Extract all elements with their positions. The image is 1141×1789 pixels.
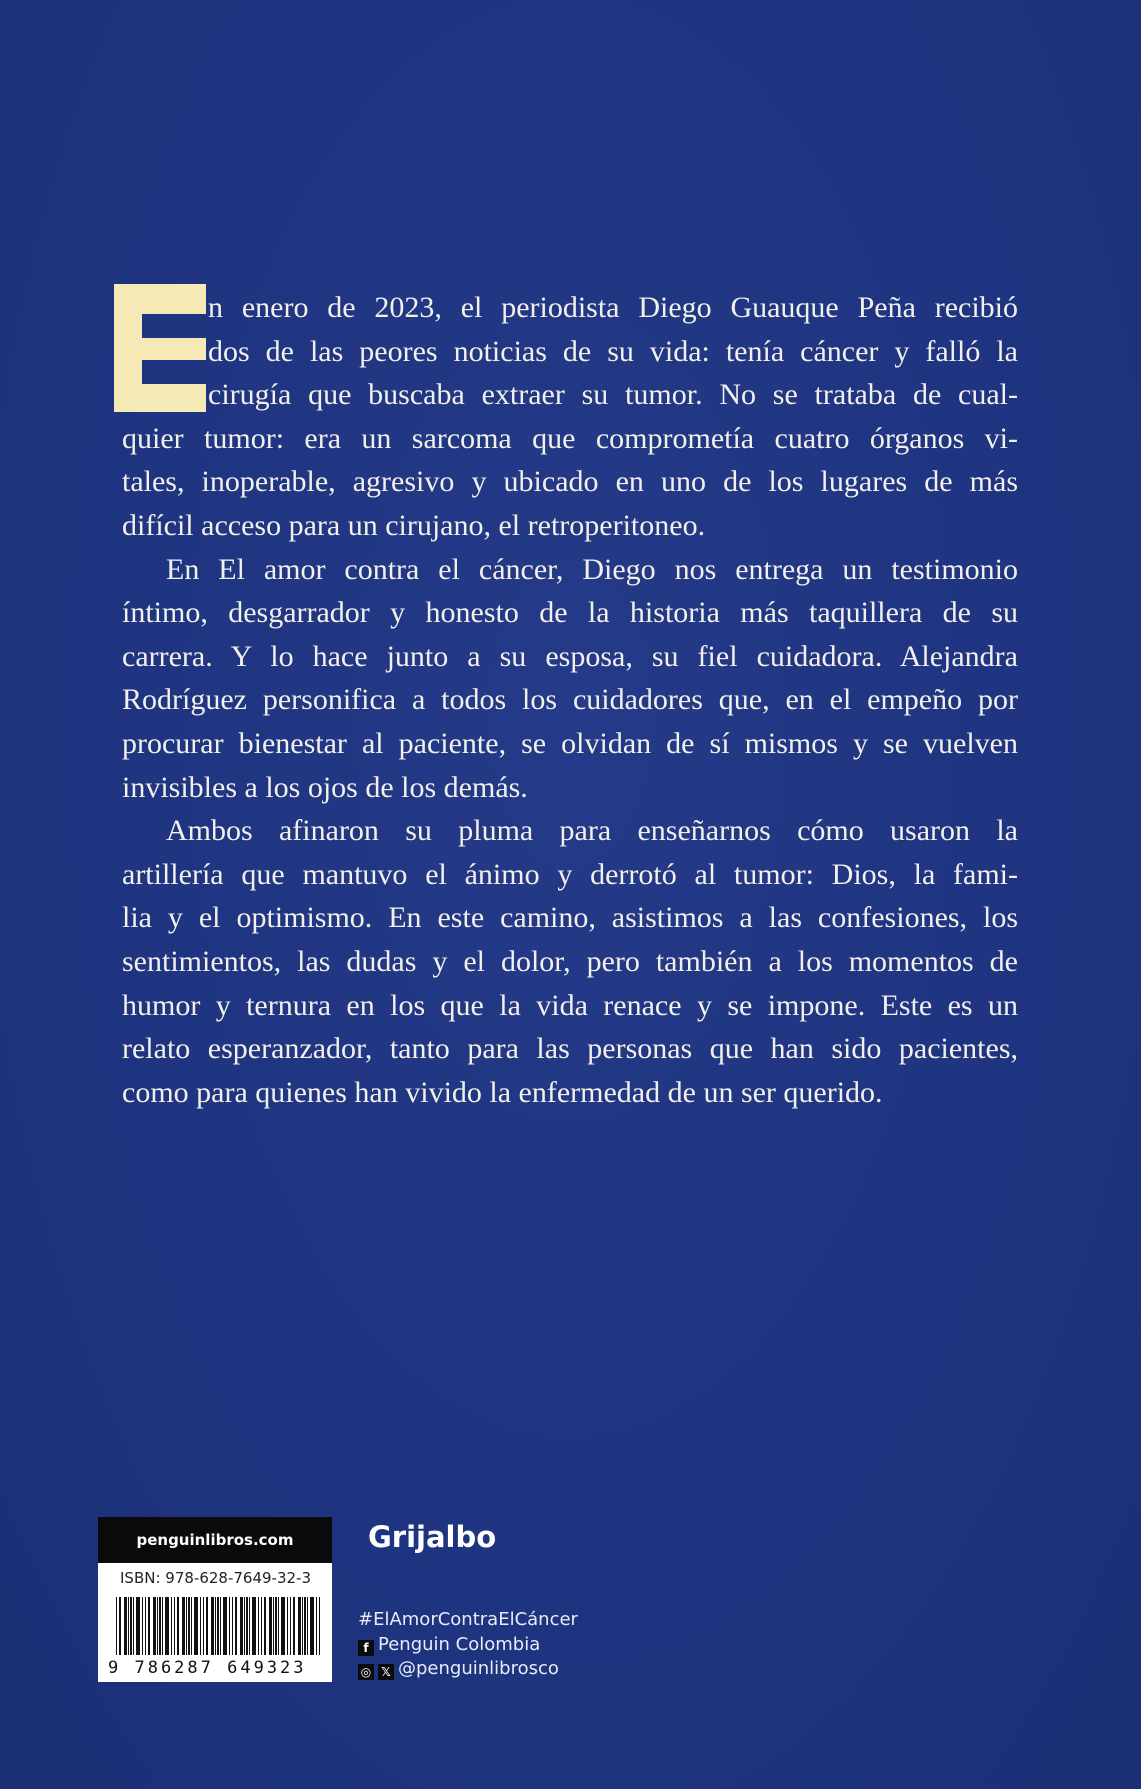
facebook-name: Penguin Colombia bbox=[378, 1633, 541, 1655]
hashtag: #ElAmorContraElCáncer bbox=[358, 1609, 578, 1630]
barcode-bar bbox=[232, 1597, 233, 1655]
handle-line bbox=[358, 1657, 578, 1682]
barcode-digits: 9 786287 649323 bbox=[108, 1658, 307, 1678]
isbn-number: ISBN: 978-628-7649-32-3 bbox=[120, 1569, 311, 1587]
instagram-icon: ◎ bbox=[358, 1664, 374, 1680]
barcode-bar bbox=[235, 1597, 237, 1655]
barcode-bar bbox=[165, 1597, 169, 1655]
barcode-bar bbox=[215, 1597, 216, 1655]
barcode-bar bbox=[211, 1597, 214, 1655]
text-line: tales, inoperable, agresivo y ubicado en uno de los lugares de más bbox=[122, 465, 1018, 499]
barcode-bar bbox=[316, 1597, 317, 1655]
barcode-bar bbox=[194, 1597, 198, 1655]
barcode-bar bbox=[264, 1597, 266, 1655]
website-label: penguinlibros.com bbox=[98, 1517, 332, 1563]
barcode-bar bbox=[258, 1597, 259, 1655]
publisher-logo: Grijalbo bbox=[368, 1520, 497, 1554]
text-line: humor y ternura en los que la vida renace y se impone. Este es un bbox=[122, 988, 1018, 1022]
barcode-bar bbox=[249, 1597, 250, 1655]
barcode-bar bbox=[177, 1597, 179, 1655]
barcode bbox=[116, 1597, 320, 1655]
barcode-bar bbox=[153, 1597, 156, 1655]
barcode-bar bbox=[159, 1597, 161, 1655]
text-line: Rodríguez personifica a todos los cuidadores que, en el empeño por bbox=[122, 683, 1018, 717]
barcode-bar bbox=[252, 1597, 256, 1655]
barcode-bar bbox=[287, 1597, 288, 1655]
barcode-bar bbox=[162, 1597, 163, 1655]
barcode-bar bbox=[304, 1597, 306, 1655]
text-line: artillería que mantuvo el ánimo y derrotó al tumor: Dios, la fami- bbox=[122, 857, 1018, 891]
barcode-bar bbox=[136, 1597, 140, 1655]
barcode-bar bbox=[188, 1597, 190, 1655]
text-line: sentimientos, las dudas y el dolor, pero también a los momentos de bbox=[122, 944, 1018, 978]
blurb-text bbox=[122, 286, 1018, 1114]
barcode-bar bbox=[244, 1597, 245, 1655]
barcode-bar bbox=[220, 1597, 221, 1655]
text-line: Ambos afinaron su pluma para enseñarnos cómo usaron la bbox=[166, 814, 1018, 848]
barcode-bar bbox=[124, 1597, 127, 1655]
barcode-bar bbox=[229, 1597, 230, 1655]
barcode-bar bbox=[200, 1597, 201, 1655]
text-line: carrera. Y lo hace junto a su esposa, su fiel cuidadora. Alejandra bbox=[122, 639, 1018, 673]
barcode-bar bbox=[319, 1597, 320, 1655]
text-line: invisibles a los ojos de los demás. bbox=[122, 770, 528, 804]
text-line: como para quienes han vivido la enfermedad de un ser querido. bbox=[122, 1075, 883, 1109]
barcode-bar bbox=[128, 1597, 129, 1655]
text-line: n enero de 2023, el periodista Diego Guauque Peña recibió bbox=[208, 291, 1018, 324]
barcode-bar bbox=[145, 1597, 146, 1655]
barcode-bar bbox=[206, 1597, 208, 1655]
barcode-bar bbox=[269, 1597, 272, 1655]
barcode-bar bbox=[223, 1597, 227, 1655]
barcode-bar bbox=[191, 1597, 192, 1655]
barcode-bar bbox=[130, 1597, 132, 1655]
barcode-bar bbox=[174, 1597, 175, 1655]
barcode-bar bbox=[240, 1597, 243, 1655]
barcode-bar bbox=[281, 1597, 285, 1655]
barcode-bar bbox=[273, 1597, 274, 1655]
barcode-bar bbox=[116, 1597, 117, 1655]
barcode-bar bbox=[293, 1597, 295, 1655]
barcode-bar bbox=[310, 1597, 314, 1655]
barcode-bar bbox=[261, 1597, 262, 1655]
isbn-barcode-box bbox=[98, 1517, 332, 1682]
barcode-bar bbox=[186, 1597, 187, 1655]
facebook-line bbox=[358, 1633, 578, 1658]
barcode-bar bbox=[307, 1597, 308, 1655]
social-handle: @penguinlibrosco bbox=[398, 1658, 559, 1679]
barcode-bar bbox=[298, 1597, 301, 1655]
barcode-bar bbox=[148, 1597, 150, 1655]
text-line: procurar bienestar al paciente, se olvidan de sí mismos y se vuelven bbox=[122, 726, 1018, 760]
x-icon: 𝕏 bbox=[378, 1664, 394, 1680]
barcode-bar bbox=[203, 1597, 204, 1655]
barcode-bar bbox=[182, 1597, 185, 1655]
facebook-icon: f bbox=[358, 1640, 374, 1656]
text-line: dos de las peores noticias de su vida: tenía cáncer y falló la bbox=[208, 334, 1018, 368]
text-line: difícil acceso para un cirujano, el retroperitoneo. bbox=[122, 508, 706, 542]
barcode-bar bbox=[119, 1597, 121, 1655]
barcode-bar bbox=[133, 1597, 134, 1655]
text-line: En El amor contra el cáncer, Diego nos entrega un testimonio bbox=[166, 552, 1018, 586]
barcode-bar bbox=[290, 1597, 291, 1655]
barcode-bar bbox=[171, 1597, 172, 1655]
barcode-bar bbox=[157, 1597, 158, 1655]
text-line: lia y el optimismo. En este camino, asistimos a las confesiones, los bbox=[122, 901, 1018, 935]
text-line: íntimo, desgarrador y honesto de la historia más taquillera de su bbox=[122, 596, 1018, 630]
barcode-bar bbox=[278, 1597, 279, 1655]
text-line: cirugía que buscaba extraer su tumor. No se trataba de cual- bbox=[208, 378, 1018, 412]
text-line: relato esperanzador, tanto para las personas que han sido pacientes, bbox=[122, 1032, 1018, 1066]
text-line: quier tumor: era un sarcoma que comprometía cuatro órganos vi- bbox=[122, 421, 1018, 455]
barcode-bar bbox=[275, 1597, 277, 1655]
barcode-bar bbox=[142, 1597, 143, 1655]
barcode-bar bbox=[246, 1597, 248, 1655]
barcode-bar bbox=[302, 1597, 303, 1655]
social-links bbox=[358, 1608, 578, 1682]
barcode-bar bbox=[217, 1597, 219, 1655]
